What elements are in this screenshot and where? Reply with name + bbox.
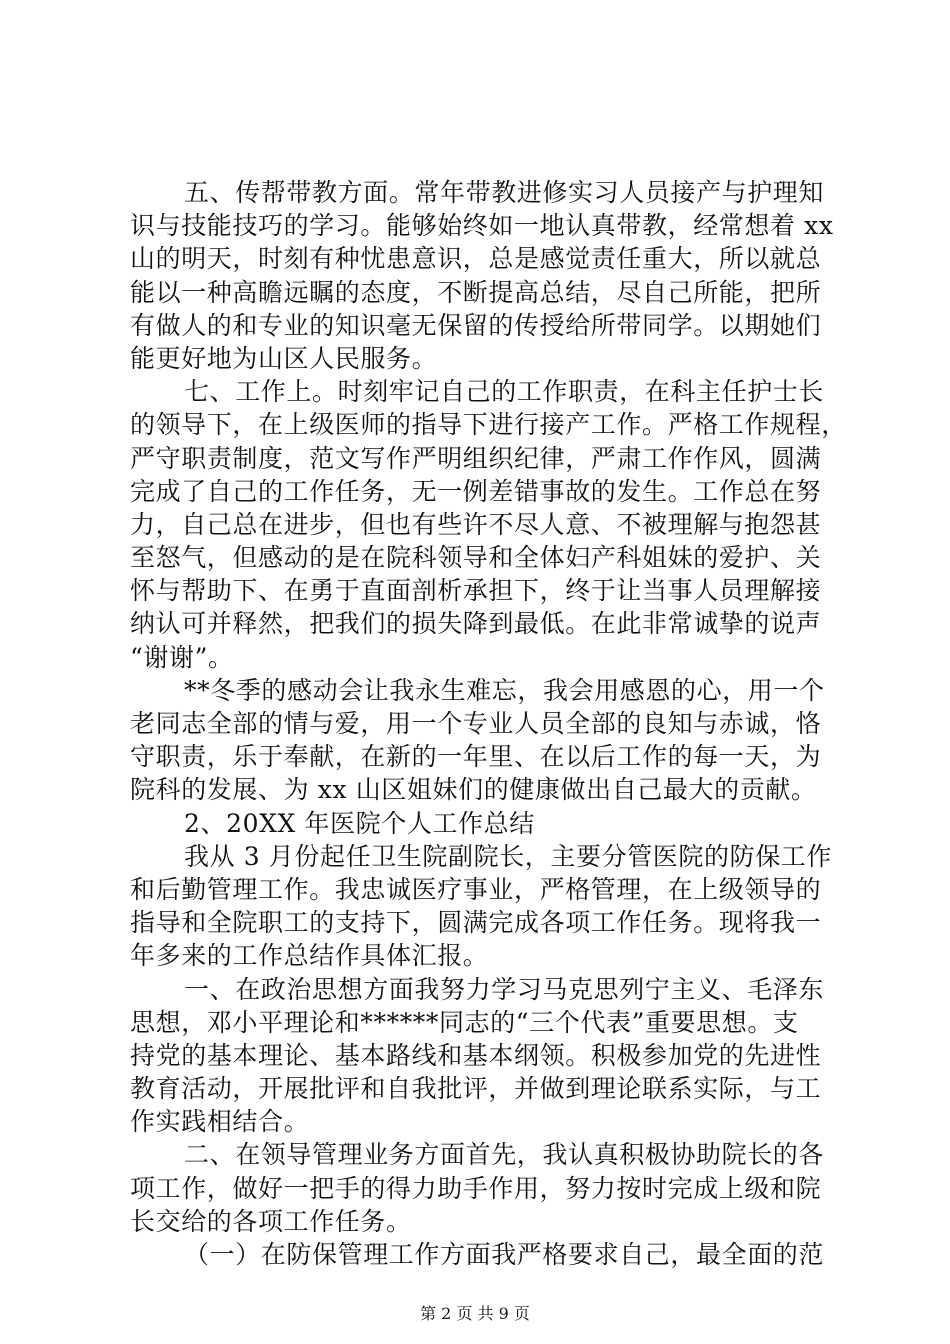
text-line: 识与技能技巧的学习。能够始终如一地认真带教，经常想着 xx bbox=[130, 211, 834, 241]
text-line: 严守职责制度，范文写作严明组织纪律，严肃工作作风，圆满 bbox=[130, 443, 822, 473]
text-line: “谢谢”。 bbox=[130, 642, 234, 672]
text-line: 我从 3 月份起任卫生院副院长，主要分管医院的防保工作 bbox=[184, 841, 833, 871]
text-line: 2、20XX 年医院个人工作总结 bbox=[184, 808, 535, 838]
text-line: 指导和全院职工的支持下，圆满完成各项工作任务。现将我一 bbox=[130, 908, 822, 938]
text-line: 五、传帮带教方面。常年带教进修实习人员接产与护理知 bbox=[184, 178, 825, 207]
text-line: 能以一种高瞻远瞩的态度，不断提高总结，尽自己所能，把所 bbox=[130, 277, 822, 307]
text-line: 山的明天，时刻有种忧患意识，总是感觉责任重大，所以就总 bbox=[130, 244, 822, 274]
text-line: 有做人的和专业的知识毫无保留的传授给所带同学。以期她们 bbox=[130, 310, 822, 340]
text-line: 能更好地为山区人民服务。 bbox=[130, 343, 438, 373]
text-line: 持党的基本理论、基本路线和基本纲领。积极参加党的先进性 bbox=[130, 1040, 822, 1070]
text-line: 老同志全部的情与爱，用一个专业人员全部的良知与赤诚，恪 bbox=[130, 709, 822, 738]
text-line: （一）在防保管理工作方面我严格要求自己，最全面的范 bbox=[184, 1240, 825, 1269]
document-body bbox=[130, 176, 847, 1271]
text-line: 纳认可并释然，把我们的损失降到最低。在此非常诚挚的说声 bbox=[130, 609, 822, 639]
text-line: **冬季的感动会让我永生难忘，我会用感恩的心，用一个 bbox=[184, 675, 825, 705]
text-line: 守职责，乐于奉献，在新的一年里、在以后工作的每一天，为 bbox=[130, 742, 822, 772]
text-line: 教育活动，开展批评和自我批评，并做到理论联系实际，与工 bbox=[130, 1074, 822, 1104]
text-line: 一、在政治思想方面我努力学习马克思列宁主义、毛泽东 bbox=[184, 974, 825, 1004]
text-line: 长交给的各项工作任务。 bbox=[130, 1206, 412, 1236]
text-line: 项工作，做好一把手的得力助手作用，努力按时完成上级和院 bbox=[130, 1173, 822, 1203]
text-line: 作实践相结合。 bbox=[130, 1107, 310, 1137]
text-line: 至怒气，但感动的是在院科领导和全体妇产科姐妹的爱护、关 bbox=[130, 543, 822, 573]
text-line: 完成了自己的工作任务，无一例差错事故的发生。工作总在努 bbox=[130, 476, 822, 506]
text-line: 院科的发展、为 xx 山区姐妹们的健康做出自己最大的贡献。 bbox=[130, 775, 817, 805]
text-line: 的领导下，在上级医师的指导下进行接产工作。严格工作规程， bbox=[130, 410, 847, 440]
text-line: 年多来的工作总结作具体汇报。 bbox=[130, 941, 489, 971]
text-line: 七、工作上。时刻牢记自己的工作职责，在科主任护士长 bbox=[184, 377, 825, 407]
page-footer: 第 2 页 共 9 页 bbox=[420, 1304, 530, 1323]
text-line: 力，自己总在进步，但也有些许不尽人意、不被理解与抱怨甚 bbox=[130, 509, 822, 539]
text-line: 和后勤管理工作。我忠诚医疗事业，严格管理，在上级领导的 bbox=[130, 874, 822, 904]
text-line: 思想，邓小平理论和******同志的“三个代表”重要思想。支 bbox=[130, 1007, 799, 1037]
text-line: 二、在领导管理业务方面首先，我认真积极协助院长的各 bbox=[184, 1140, 825, 1170]
text-line: 怀与帮助下、在勇于直面剖析承担下，终于让当事人员理解接 bbox=[130, 576, 822, 606]
